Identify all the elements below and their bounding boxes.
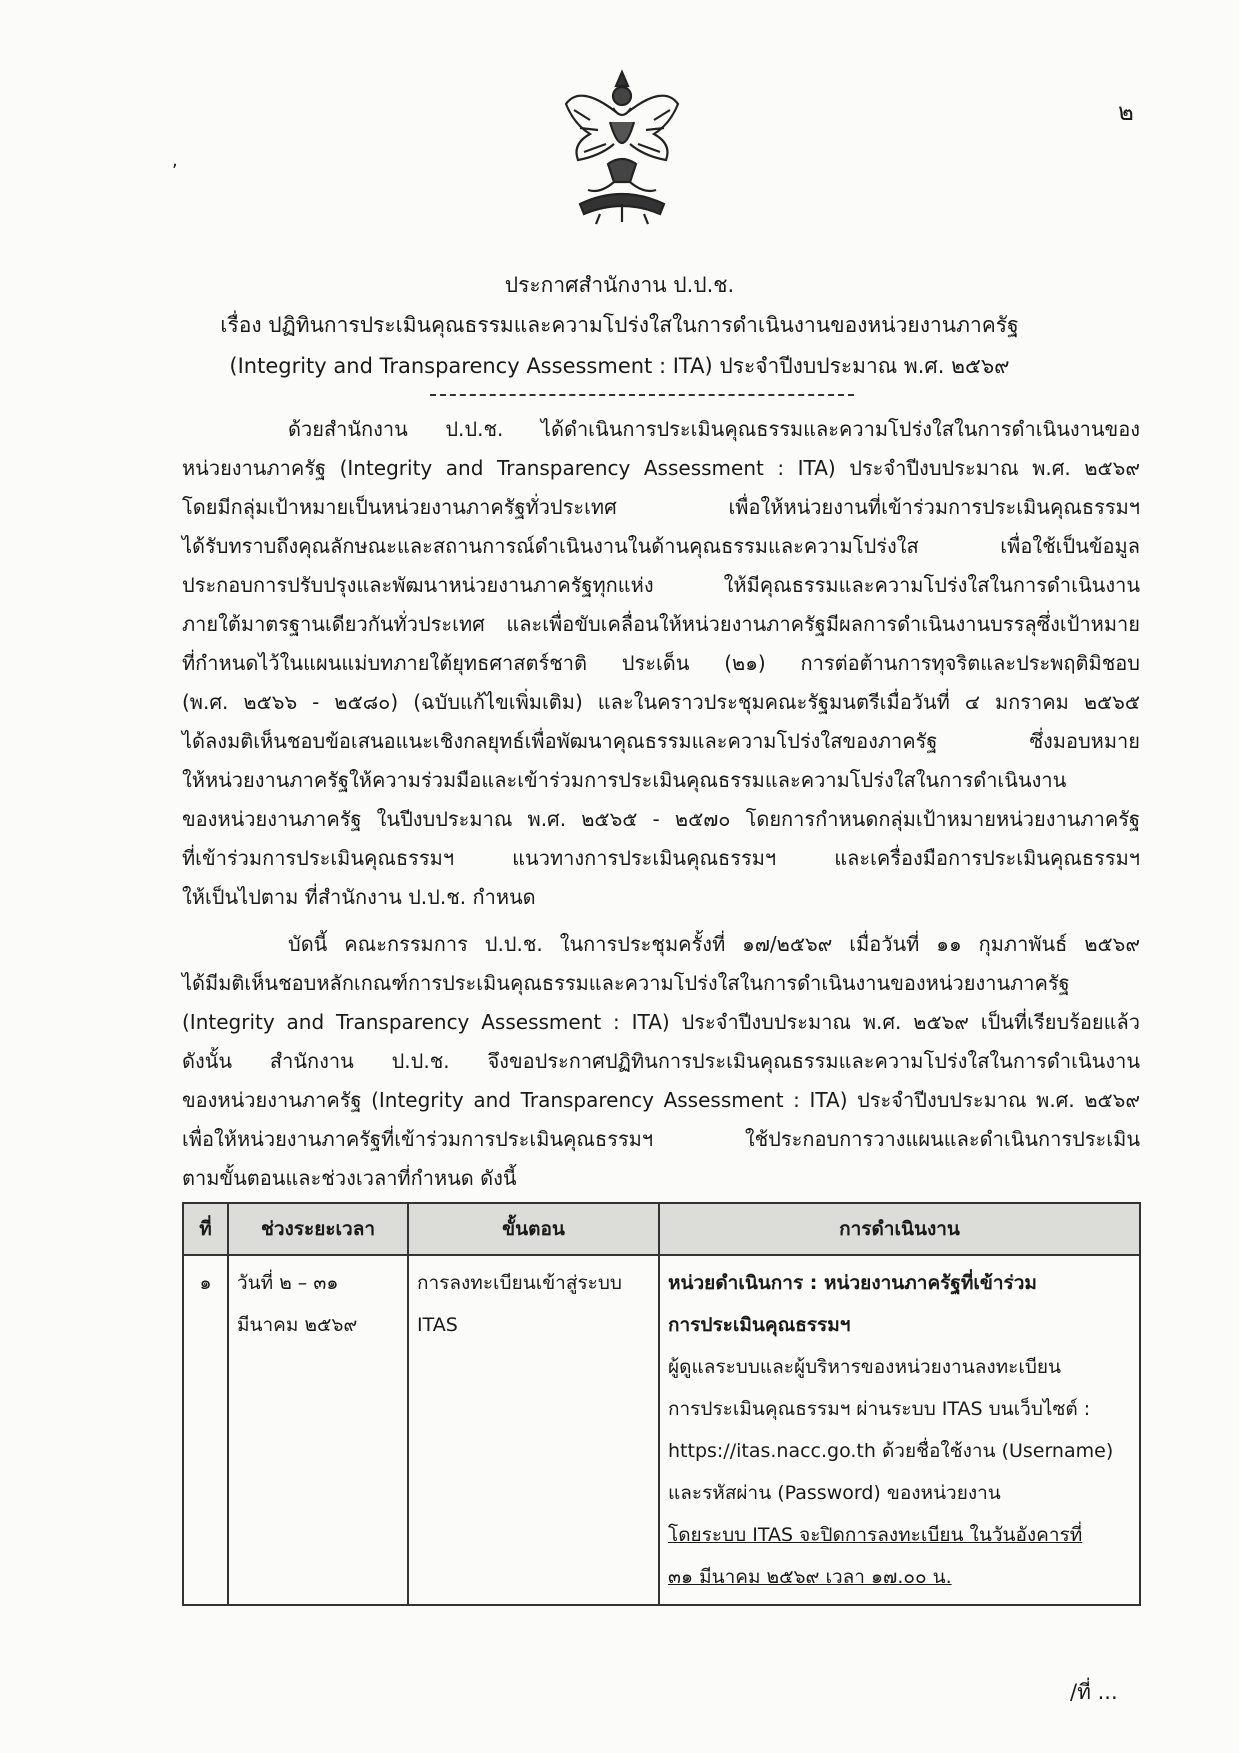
paragraph-line: เพื่อให้หน่วยงานภาครัฐที่เข้าร่วมการประเมินคุณธรรมฯ ใช้ประกอบการวางแผนและดำเนินการประเมิน	[182, 1127, 1140, 1151]
paragraph-line: ประกอบการปรับปรุงและพัฒนาหน่วยงานภาครัฐทุกแห่ง ให้มีคุณธรรมและความโปร่งใสในการดำเนินงาน	[182, 573, 1140, 597]
step-line: ITAS	[417, 1314, 458, 1336]
paragraph-line: ได้รับทราบถึงคุณลักษณะและสถานการณ์ดำเนินงานในด้านคุณธรรมและความโปร่งใส เพื่อใช้เป็นข้อมูล	[182, 534, 1140, 558]
continuation-marker: /ที่ ...	[1070, 1680, 1118, 1704]
paragraph-line: (Integrity and Transparency Assessment : ITA) ประจำปีงบประมาณ พ.ศ. ๒๕๖๙ เป็นที่เรียบร้อยแล้ว	[182, 1010, 1140, 1034]
header-no: ที่	[183, 1203, 228, 1255]
paragraph-2	[182, 925, 1140, 1198]
header-step: ขั้นตอน	[408, 1203, 659, 1255]
responsible-unit: หน่วยดำเนินการ : หน่วยงานภาครัฐที่เข้าร่วม	[668, 1272, 1037, 1294]
paragraph-line: ได้มีมติเห็นชอบหลักเกณฑ์การประเมินคุณธรรมและความโปร่งใสในการดำเนินงานของหน่วยงานภาครัฐ	[182, 971, 1070, 995]
stray-mark: ,	[172, 150, 178, 171]
header-action: การดำเนินงาน	[659, 1203, 1140, 1255]
responsible-unit: การประเมินคุณธรรมฯ	[668, 1314, 851, 1336]
garuda-emblem	[560, 64, 684, 226]
announcement-subject-line2: (Integrity and Transparency Assessment : ITA) ประจำปีงบประมาณ พ.ศ. ๒๕๖๙	[229, 354, 1010, 378]
announcement-title: ประกาศสำนักงาน ป.ป.ช.	[504, 273, 735, 297]
paragraph-line: หน่วยงานภาครัฐ (Integrity and Transparency Assessment : ITA) ประจำปีงบประมาณ พ.ศ. ๒๕๖๙	[182, 456, 1140, 480]
row-step	[408, 1255, 659, 1605]
title-divider	[430, 394, 854, 396]
period-line: มีนาคม ๒๕๖๙	[237, 1314, 358, 1336]
paragraph-line: ของหน่วยงานภาครัฐ ในปีงบประมาณ พ.ศ. ๒๕๖๕ - ๒๕๗๐ โดยการกำหนดกลุ่มเป้าหมายหน่วยงานภาครัฐ	[182, 807, 1140, 831]
table-header-row	[183, 1203, 1140, 1255]
row-period	[228, 1255, 408, 1605]
row-number: ๑	[183, 1255, 228, 1605]
announcement-subject: เรื่อง ปฏิทินการประเมินคุณธรรมและความโปร่งใสในการดำเนินงานของหน่วยงานภาครัฐ	[220, 313, 1019, 337]
action-line: การประเมินคุณธรรมฯ ผ่านระบบ ITAS บนเว็บไซต์ :	[668, 1398, 1091, 1420]
action-line: ผู้ดูแลระบบและผู้บริหารของหน่วยงานลงทะเบียน	[668, 1356, 1062, 1378]
paragraph-1	[182, 410, 1140, 917]
step-line: การลงทะเบียนเข้าสู่ระบบ	[417, 1272, 622, 1294]
paragraph-line: ที่กำหนดไว้ในแผนแม่บทภายใต้ยุทธศาสตร์ชาติ ประเด็น (๒๑) การต่อต้านการทุจริตและประพฤติมิชอบ	[182, 651, 1140, 675]
paragraph-line: ได้ลงมติเห็นชอบข้อเสนอแนะเชิงกลยุทธ์เพื่อพัฒนาคุณธรรมและความโปร่งใสของภาครัฐ ซึ่งมอบหมาย	[182, 729, 1140, 753]
action-line: https://itas.nacc.go.th ด้วยชื่อใช้งาน (Username)	[668, 1440, 1114, 1462]
paragraph-line: โดยมีกลุ่มเป้าหมายเป็นหน่วยงานภาครัฐทั่วประเทศ เพื่อให้หน่วยงานที่เข้าร่วมการประเมินคุณธรรมฯ	[182, 495, 1140, 519]
deadline-note: ๓๑ มีนาคม ๒๕๖๙ เวลา ๑๗.๐๐ น.	[668, 1566, 952, 1588]
paragraph-line: ด้วยสำนักงาน ป.ป.ช. ได้ดำเนินการประเมินคุณธรรมและความโปร่งใสในการดำเนินงานของ	[288, 417, 1140, 441]
paragraph-line: ให้เป็นไปตาม ที่สำนักงาน ป.ป.ช. กำหนด	[182, 885, 536, 909]
paragraph-line: บัดนี้ คณะกรรมการ ป.ป.ช. ในการประชุมครั้งที่ ๑๗/๒๕๖๙ เมื่อวันที่ ๑๑ กุมภาพันธ์ ๒๕๖๙	[288, 932, 1140, 956]
paragraph-line: ตามขั้นตอนและช่วงเวลาที่กำหนด ดังนี้	[182, 1166, 517, 1190]
row-action	[659, 1255, 1140, 1605]
paragraph-line: ของหน่วยงานภาครัฐ (Integrity and Transparency Assessment : ITA) ประจำปีงบประมาณ พ.ศ. ๒๕๖๙	[182, 1088, 1140, 1112]
paragraph-line: (พ.ศ. ๒๕๖๖ - ๒๕๘๐) (ฉบับแก้ไขเพิ่มเติม) และในคราวประชุมคณะรัฐมนตรีเมื่อวันที่ ๔ มกราคม ๒๕๖๕	[182, 690, 1140, 714]
deadline-note: โดยระบบ ITAS จะปิดการลงทะเบียน ในวันอังคารที่	[668, 1524, 1083, 1546]
paragraph-line: ภายใต้มาตรฐานเดียวกันทั่วประเทศ และเพื่อขับเคลื่อนให้หน่วยงานภาครัฐมีผลการดำเนินงานบรรลุซึ่งเป้าหมาย	[182, 612, 1140, 636]
table-row	[183, 1255, 1140, 1605]
paragraph-line: ให้หน่วยงานภาครัฐให้ความร่วมมือและเข้าร่วมการประเมินคุณธรรมและความโปร่งใสในการดำเนินงาน	[182, 768, 1067, 792]
period-line: วันที่ ๒ – ๓๑	[237, 1272, 339, 1294]
action-line: และรหัสผ่าน (Password) ของหน่วยงาน	[668, 1482, 1001, 1504]
page-number: ๒	[1118, 98, 1134, 126]
header-period: ช่วงระยะเวลา	[228, 1203, 408, 1255]
schedule-table	[182, 1202, 1141, 1606]
paragraph-line: ดังนั้น สำนักงาน ป.ป.ช. จึงขอประกาศปฏิทินการประเมินคุณธรรมและความโปร่งใสในการดำเนินงาน	[182, 1049, 1140, 1073]
paragraph-line: ที่เข้าร่วมการประเมินคุณธรรมฯ แนวทางการประเมินคุณธรรมฯ และเครื่องมือการประเมินคุณธรรมฯ	[182, 846, 1140, 870]
